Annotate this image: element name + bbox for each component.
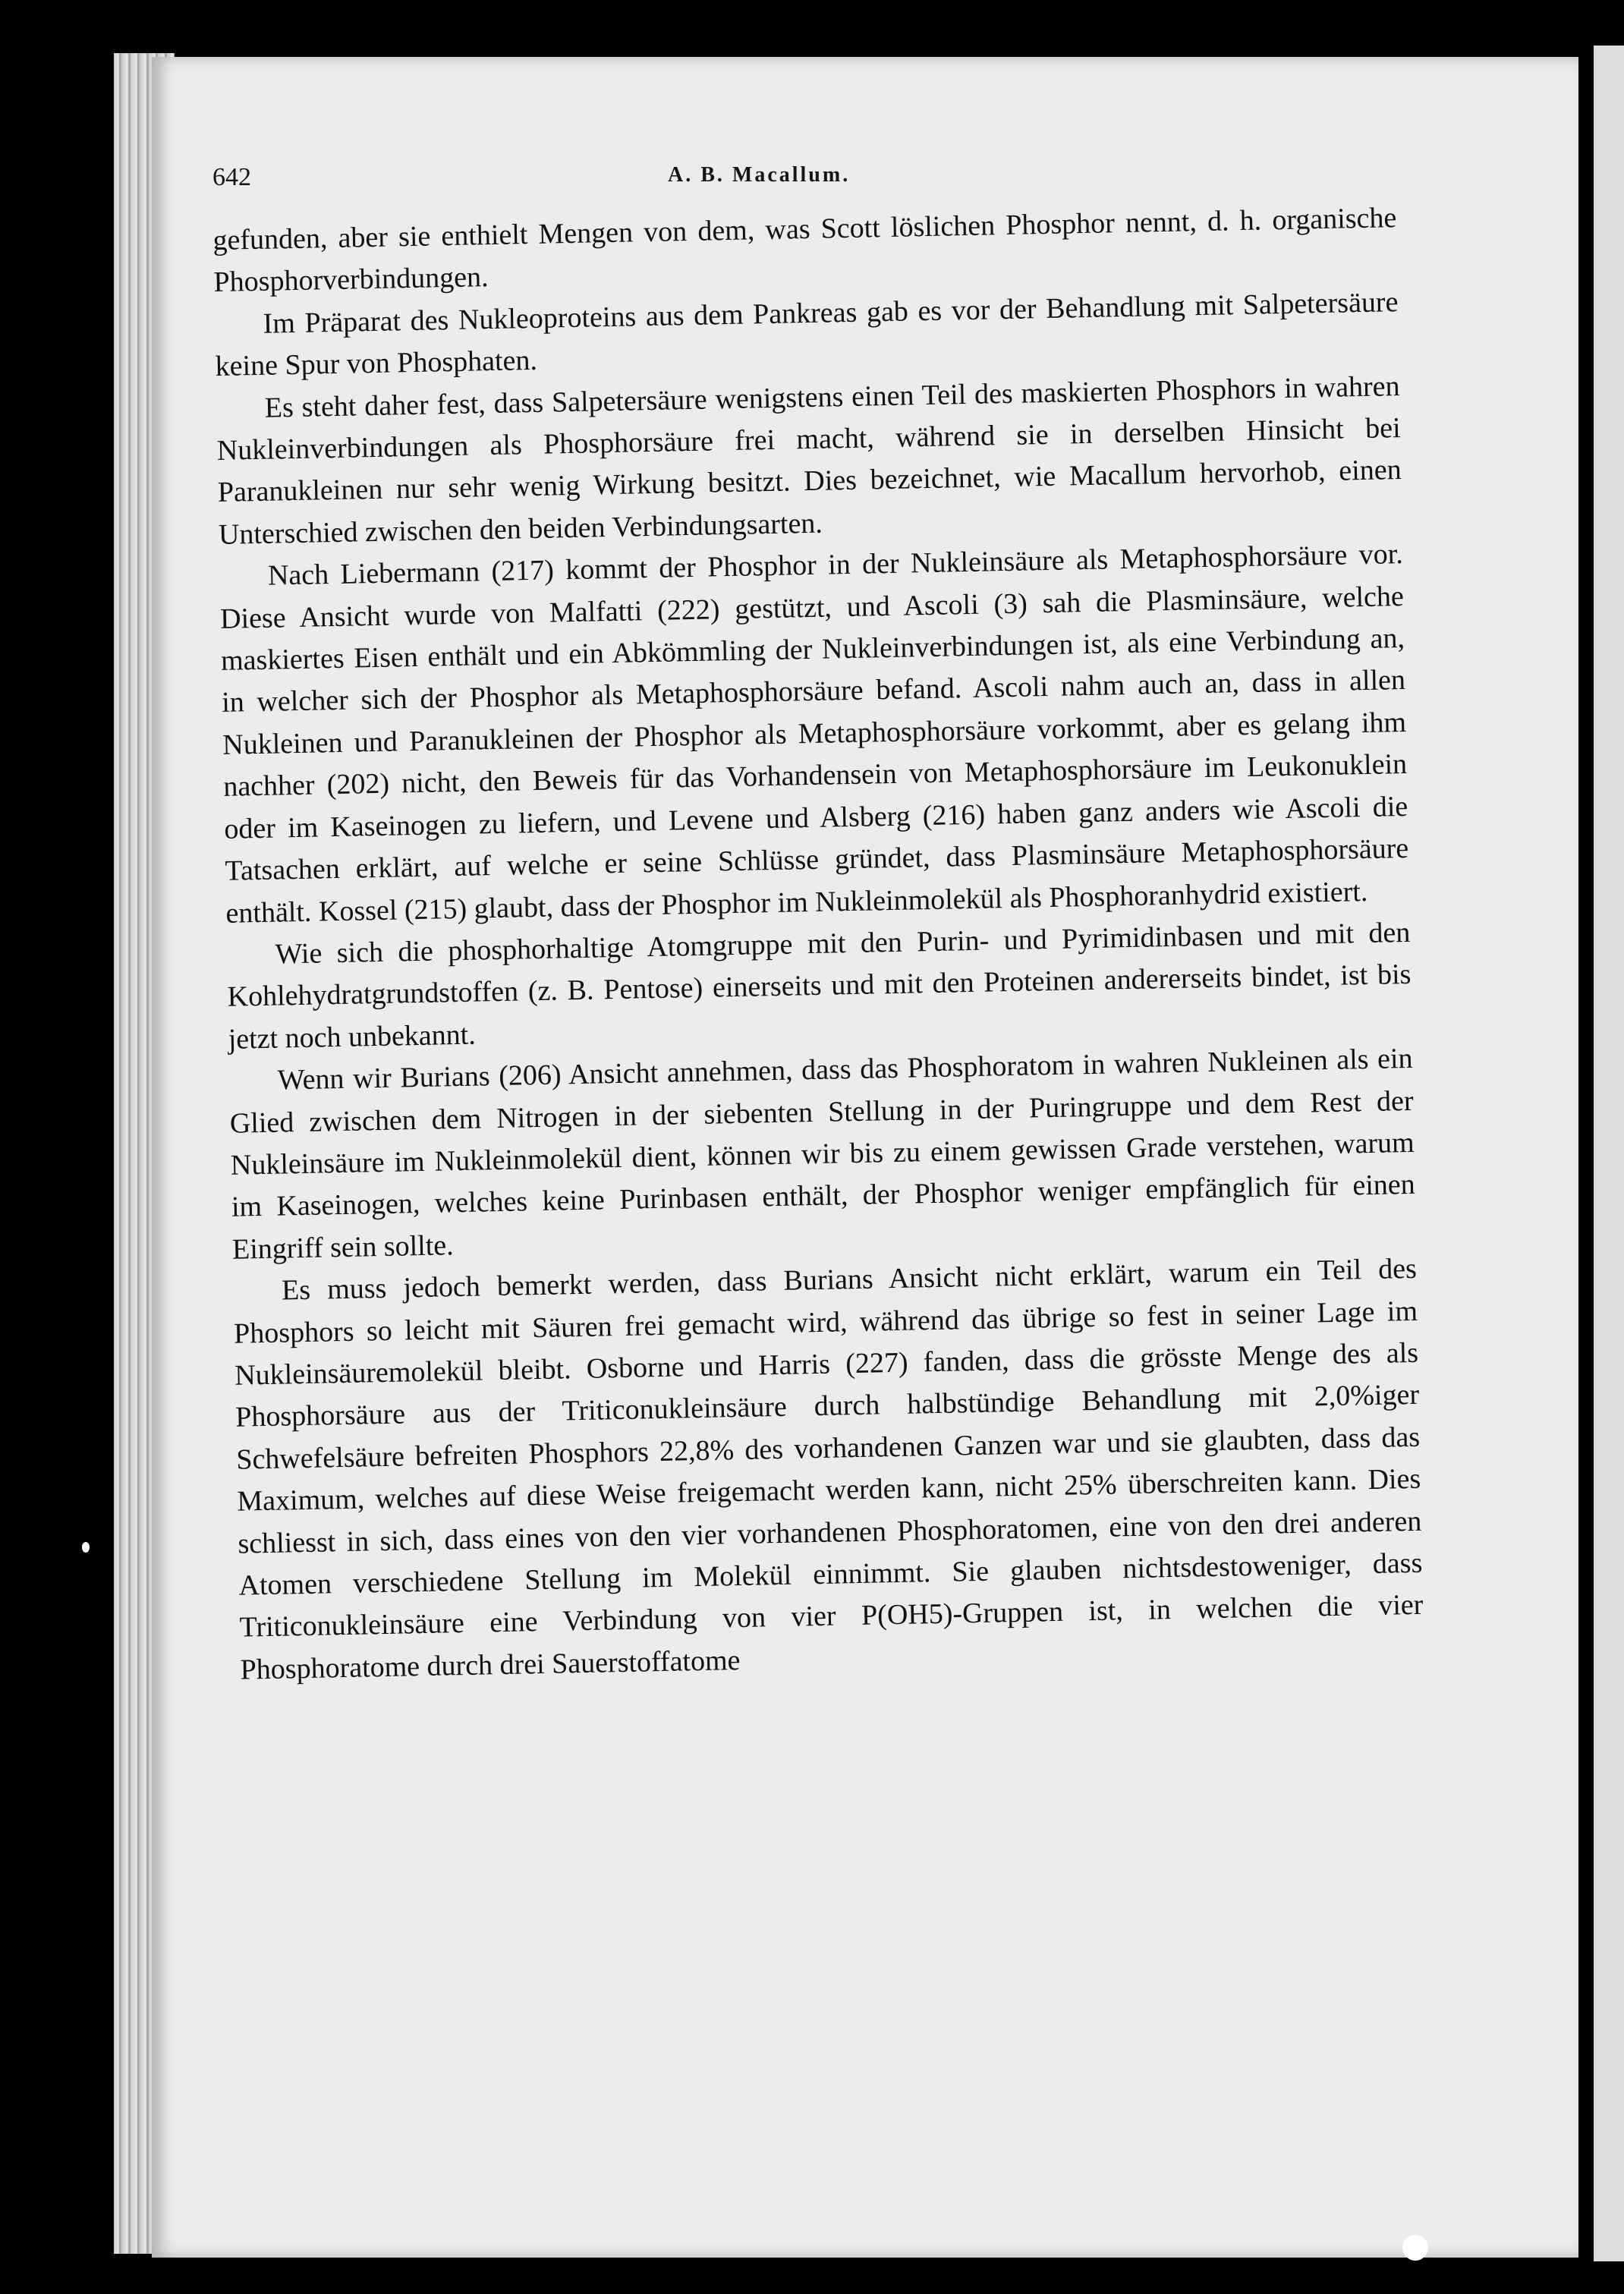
running-head: A. B. Macallum. [668,163,851,187]
paragraph: Es steht daher fest, dass Salpetersäure wenigstens einen Teil des maskierten Phosphors in wahren Nukleinverbindungen als Phosphorsäure frei macht, während sie in derselben Hinsicht bei Paranukleinen nur sehr wenig Wirkung besitzt. Dies bezeichnet, wie Macallum hervorhob, einen Unterschied zwischen den beiden Verbindungsarten. [216,370,1402,551]
paragraph: Nach Liebermann (217) kommt der Phosphor in der Nukleinsäure als Metaphosphorsäure vor. Diese Ansicht wurde von Malfatti (222) gestützt, und Ascoli (3) sah die Plasminsäure, welche maskiertes Eisen enthält und ein Abkömmling der Nukleinverbindungen ist, als eine Verbindung an, in welcher sich der Phosphor als Metaphosphorsäure befand. Ascoli nahm auch an, dass in allen Nukleinen und Paranukleinen der Phosphor als Metaphosphorsäure vorkommt, aber es gelang ihm nachher (202) nicht, den Beweis für das Vorhandensein von Metaphosphorsäure im Leukonuklein oder im Kaseinogen zu liefern, und Levene und Alsberg (216) haben ganz anders wie Ascoli die Tatsachen erklärt, auf welche er seine Schlüsse gründet, dass Plasminsäure Metaphosphorsäure enthält. Kossel (215) glaubt, dass der Phosphor im Nukleinmolekül als Phosphoranhydrid existiert. [219,538,1409,930]
paragraph: Wie sich die phosphorhaltige Atomgruppe mit den Purin- und Pyrimidinbasen und mit den Kohlehydratgrundstoffen (z. B. Pentose) einerseits und mit den Proteinen andererseits bindet, ist bis jetzt noch unbekannt. [227,916,1412,1056]
body-text [212,197,1424,1691]
paragraph: Es muss jedoch bemerkt werden, dass Burians Ansicht nicht erklärt, warum ein Teil des Phosphors so leicht mit Säuren frei gemacht wird, während das übrige so fest in seiner Lage im Nukleinsäuremolekül bleibt. Osborne und Harris (227) fanden, dass die grösste Menge des als Phosphorsäure aus der Triticonukleinsäure durch halbstündige Behandlung mit 2,0%iger Schwefelsäure befreiten Phosphors 22,8% des vorhandenen Ganzen war und sie glaubten, dass das Maximum, welches auf diese Weise freigemacht werden kann, nicht 25% überschreiten kann. Dies schliesst in sich, dass eines von den vier vorhandenen Phosphoratomen, eine von den drei anderen Atomen verschiedene Stellung im Molekül einnimmt. Sie glauben nichtsdestoweniger, dass Triticonukleinsäure eine Verbindung von vier P(OH5)-Gruppen ist, in welchen die vier Phosphoratome durch drei Sauerstoffatome [233,1252,1424,1686]
scan-artifact-dot [1402,2235,1428,2261]
paragraph: Wenn wir Burians (206) Ansicht annehmen, dass das Phosphoratom in wahren Nukleinen als ein Glied zwischen dem Nitrogen in der siebenten Stellung in der Puringruppe und dem Rest der Nukleinsäure im Nukleinmolekül dient, können wir bis zu einem gewissen Grade verstehen, warum im Kaseinogen, welches keine Purinbasen enthält, der Phosphor weniger empfänglich für einen Eingriff sein sollte. [229,1042,1416,1266]
paragraph: gefunden, aber sie enthielt Mengen von dem, was Scott löslichen Phosphor nennt, d. h. organische Phosphorverbindungen. [212,202,1397,299]
adjacent-page-edge [1594,46,1624,2261]
scan-artifact-dot [82,1542,90,1553]
paragraph: Im Präparat des Nukleoproteins aus dem Pankreas gab es vor der Behandlung mit Salpetersäure keine Spur von Phosphaten. [215,285,1399,383]
page-number: 642 [212,163,251,191]
page-header [212,156,1396,201]
